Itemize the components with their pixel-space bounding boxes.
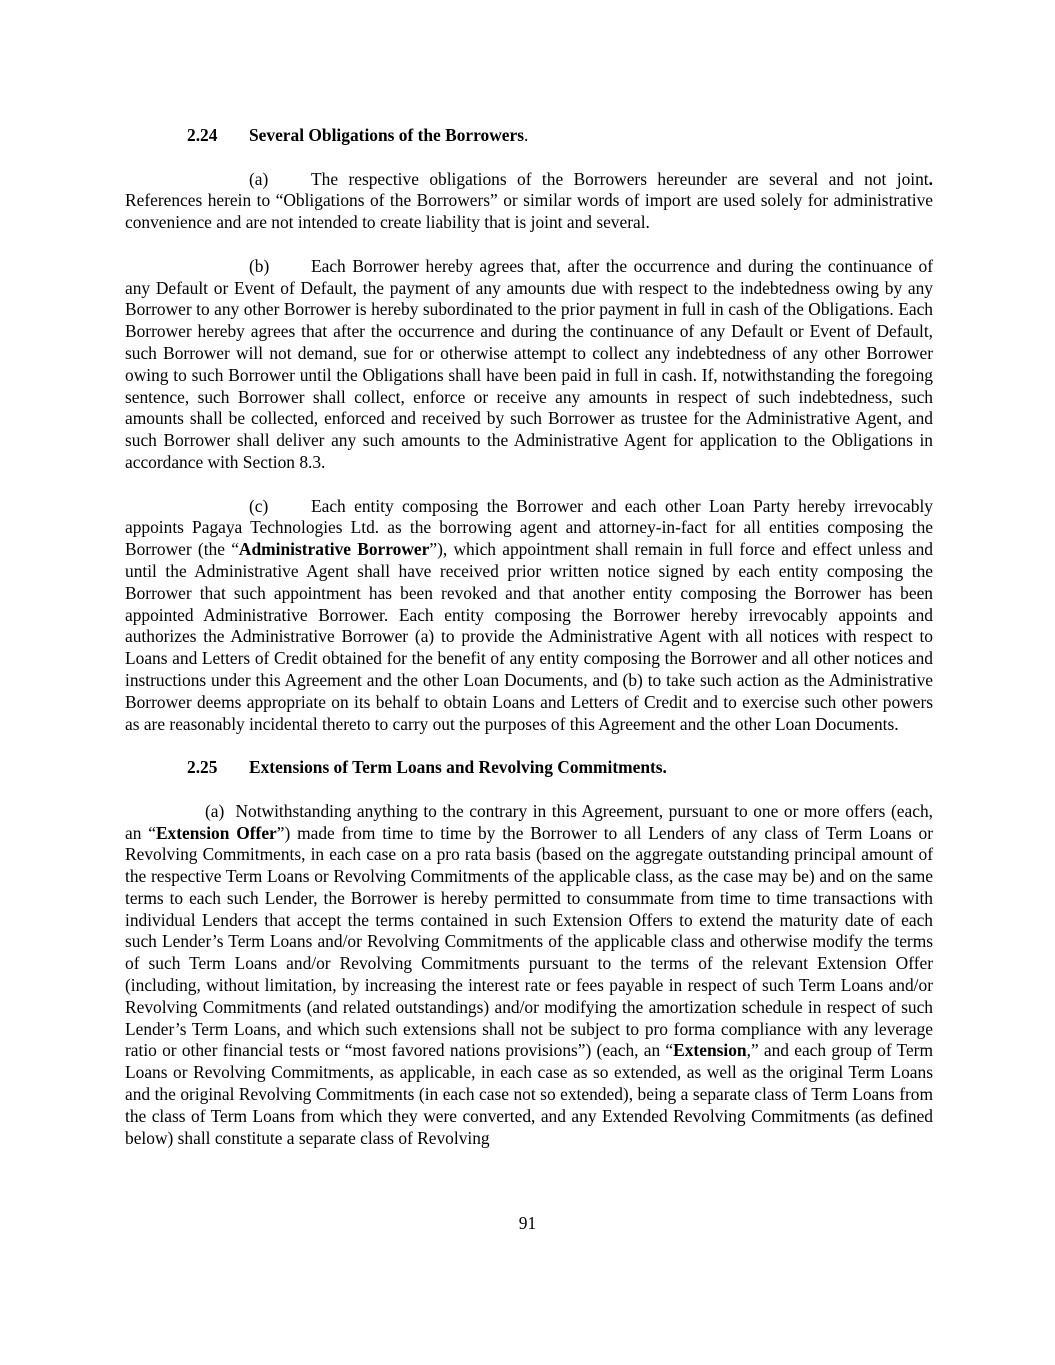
- paragraph-text: The respective obligations of the Borrowers hereunder are several and not joint: [311, 168, 929, 189]
- section-title: Extensions of Term Loans and Revolving Commitments.: [249, 757, 667, 778]
- defined-term-extension: Extension: [673, 1040, 747, 1061]
- paragraph-b: [125, 256, 933, 474]
- paragraph-a: [125, 169, 933, 234]
- paragraph-text-cont-2: ,” and each group of Term Loans or Revolving Commitments, as applicable, in each case as so extended, as well as the original Term Loans and the original Revolving Commitments (in each case not so extended), being a separate class of Term Loans from the class of Term Loans from which they were converted, and any Extended Revolving Commitments (as defined below) shall constitute a separate class of Revolving: [125, 1040, 933, 1148]
- section-title: Several Obligations of the Borrowers: [249, 125, 524, 145]
- paragraph-2-25-a: [125, 801, 933, 1150]
- page-number: 91: [518, 1213, 537, 1233]
- defined-term-administrative-borrower: Administrative Borrower: [238, 539, 430, 560]
- document-page: [125, 125, 933, 1149]
- paragraph-label: (b): [249, 255, 270, 276]
- paragraph-label: (c): [249, 495, 269, 516]
- paragraph-text: Notwithstanding anything to the contrary in this Agreement, pursuant to one or more offers (each, an “: [125, 800, 933, 843]
- paragraph-text: Each entity composing the Borrower and each other Loan Party hereby irrevocably appoints Pagaya Technologies Ltd. as the borrowing agent and attorney-in-fact for all entities composing the Borrower (the “: [125, 495, 933, 560]
- paragraph-text-cont: ”), which appointment shall remain in full force and effect unless and until the Administrative Agent shall have received prior written notice signed by each entity composing the Borrower that such appointment has been revoked and that another entity composing the Borrower has been appointed Administrative Borrower. Each entity composing the Borrower hereby irrevocably appoints and authorizes the Administrative Borrower (a) to provide the Administrative Agent with all notices with respect to Loans and Letters of Credit obtained for the benefit of any entity composing the Borrower and all other notices and instructions under this Agreement and the other Loan Documents, and (b) to take such action as the Administrative Borrower deems appropriate on its behalf to obtain Loans and Letters of Credit and to exercise such other powers as are reasonably incidental thereto to carry out the purposes of this Agreement and the other Loan Documents.: [125, 539, 933, 734]
- section-number: 2.25: [187, 757, 218, 778]
- section-number: 2.24: [187, 125, 218, 145]
- paragraph-c: [125, 496, 933, 736]
- paragraph-text: Each Borrower hereby agrees that, after the occurrence and during the continuance of any Default or Event of Default, the payment of any amounts due with respect to the indebtedness owing by any Borrower to any other Borrower is hereby subordinated to the prior payment in full in cash of the Obligations. Each Borrower hereby agrees that after the occurrence and during the continuance of any Default or Event of Default, such Borrower will not demand, sue for or otherwise attempt to collect any indebtedness of any other Borrower owing to such Borrower until the Obligations shall have been paid in full in cash. If, notwithstanding the foregoing sentence, such Borrower shall collect, enforce or receive any amounts in respect of such indebtedness, such amounts shall be collected, enforced and received by such Borrower as trustee for the Administrative Agent, and such Borrower shall deliver any such amounts to the Administrative Agent for application to the Obligations in accordance with Section 8.3.: [125, 255, 933, 472]
- paragraph-text-cont: ”) made from time to time by the Borrower to all Lenders of any class of Term Loans or Revolving Commitments, in each case on a pro rata basis (based on the aggregate outstanding principal amount of the respective Term Loans or Revolving Commitments of the applicable class, as the case may be) and on the same terms to each such Lender, the Borrower is hereby permitted to consummate from time to time transactions with individual Lenders that accept the terms contained in such Extension Offers to extend the maturity date of each such Lender’s Term Loans and/or Revolving Commitments of the applicable class and otherwise modify the terms of such Term Loans and/or Revolving Commitments pursuant to the terms of the relevant Extension Offer (including, without limitation, by increasing the interest rate or fees payable in respect of such Term Loans and/or Revolving Commitments (and related outstandings) and/or modifying the amortization schedule in respect of such Lender’s Term Loans, and which such extensions shall not be subject to pro forma compliance with any leverage ratio or other financial tests or “most favored nations provisions”) (each, an “: [125, 822, 933, 1061]
- section-heading-2-24: [125, 125, 933, 147]
- paragraph-label: (a): [205, 800, 225, 821]
- section-heading-2-25: [125, 757, 933, 779]
- bold-period: .: [928, 168, 933, 189]
- paragraph-text-cont: References herein to “Obligations of the Borrowers” or similar words of import are used solely for administrative convenience and are not intended to create liability that is joint and several.: [125, 190, 933, 233]
- paragraph-label: (a): [249, 168, 269, 189]
- defined-term-extension-offer: Extension Offer: [155, 822, 277, 843]
- section-title-period: .: [524, 125, 529, 145]
